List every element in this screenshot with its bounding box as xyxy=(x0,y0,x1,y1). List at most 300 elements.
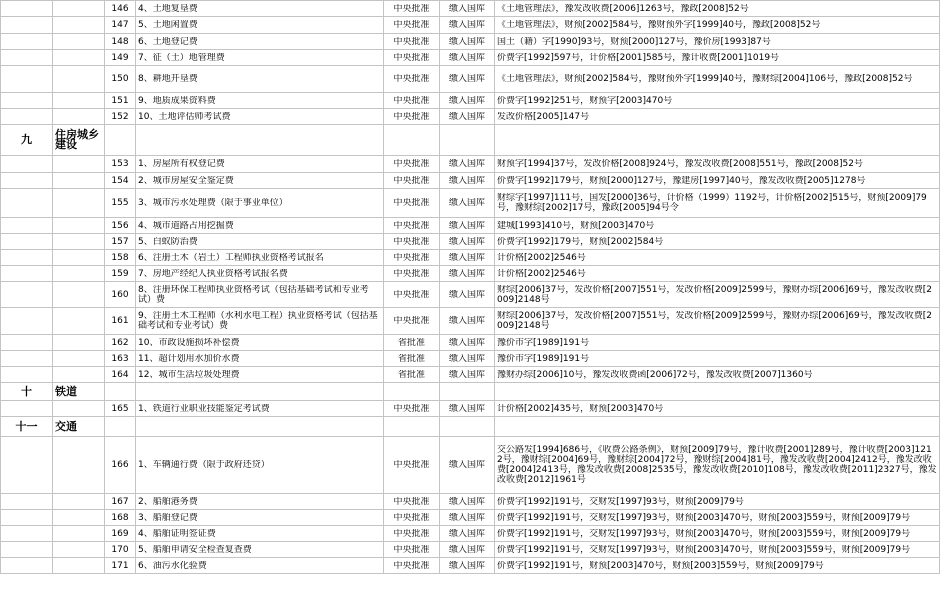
policy-basis xyxy=(495,510,940,526)
approval-authority-text: 中央批准 xyxy=(393,20,430,30)
approval-authority-text: 中央批准 xyxy=(393,512,430,523)
item-number-text: 155 xyxy=(111,198,129,208)
approval-authority xyxy=(384,335,440,351)
empty-cell xyxy=(53,510,105,526)
policy-basis xyxy=(495,189,940,218)
empty-cell xyxy=(1,34,53,50)
approval-authority-text: 中央批准 xyxy=(393,220,430,231)
fee-name xyxy=(136,156,384,173)
table-row xyxy=(1,367,940,383)
fee-name-text: 1、车辆通行费（限于政府还贷） xyxy=(138,460,270,470)
table-row xyxy=(1,558,940,574)
policy-basis xyxy=(495,250,940,266)
fee-name-text: 8、耕地开垦费 xyxy=(138,74,198,84)
empty-cell xyxy=(440,125,495,156)
fee-name-text: 1、铁道行业职业技能鉴定考试费 xyxy=(138,403,270,414)
item-number xyxy=(105,250,136,266)
approval-authority xyxy=(384,34,440,50)
fee-name-text: 6、土地登记费 xyxy=(138,36,198,47)
empty-cell xyxy=(53,494,105,510)
item-number-text: 164 xyxy=(111,369,129,380)
approval-authority-text: 中央批准 xyxy=(393,460,430,470)
fund-destination-text: 缴入国库 xyxy=(448,460,485,470)
section-header-row xyxy=(1,383,940,401)
fund-destination xyxy=(440,351,495,367)
approval-authority xyxy=(384,17,440,34)
item-number-text: 169 xyxy=(111,528,129,539)
item-number xyxy=(105,17,136,34)
empty-cell xyxy=(1,156,53,173)
policy-basis-text: 财预字[1994]37号，发改价格[2008]924号，豫发改收费[2008]551号，豫政[2008]52号 xyxy=(497,159,863,169)
section-number: 九 xyxy=(1,125,53,156)
policy-basis-text: 价费字[1992]191号，财预[2003]470号，财预[2003]559号，财预[2009]79号 xyxy=(497,560,824,571)
fund-destination xyxy=(440,282,495,308)
fee-name-text: 1、房屋所有权登记费 xyxy=(138,159,225,169)
table-row xyxy=(1,66,940,93)
empty-cell xyxy=(1,1,53,17)
fee-name-text: 9、地质成果资料费 xyxy=(138,95,216,106)
section-header-row xyxy=(1,417,940,437)
approval-authority xyxy=(384,109,440,125)
policy-basis-text: 《土地管理法》，财预[2002]584号，豫财预外字[1999]40号，豫政[2008]52号 xyxy=(497,20,821,30)
empty-cell xyxy=(1,173,53,189)
empty-cell xyxy=(384,125,440,156)
empty-cell xyxy=(53,526,105,542)
fee-name xyxy=(136,234,384,250)
item-number-text: 171 xyxy=(111,560,129,571)
empty-cell xyxy=(53,34,105,50)
fund-destination xyxy=(440,93,495,109)
empty-cell xyxy=(1,335,53,351)
empty-cell xyxy=(53,250,105,266)
table-row xyxy=(1,335,940,351)
section-title: 住房城乡建设 xyxy=(53,125,105,156)
policy-basis xyxy=(495,50,940,66)
fee-name xyxy=(136,109,384,125)
empty-cell xyxy=(495,383,940,401)
item-number xyxy=(105,93,136,109)
item-number-text: 150 xyxy=(111,74,129,84)
fund-destination xyxy=(440,510,495,526)
fund-destination xyxy=(440,156,495,173)
approval-authority xyxy=(384,1,440,17)
table-row xyxy=(1,401,940,417)
policy-basis-text: 价费字[1992]251号，财预字[2003]470号 xyxy=(497,95,673,106)
item-number-text: 159 xyxy=(111,268,129,279)
fund-destination-text: 缴入国库 xyxy=(448,74,485,84)
policy-basis xyxy=(495,494,940,510)
fee-name-text: 11、超计划用水加价水费 xyxy=(138,353,240,364)
fee-name xyxy=(136,189,384,218)
empty-cell xyxy=(1,367,53,383)
table-row xyxy=(1,50,940,66)
fund-destination xyxy=(440,401,495,417)
fee-name-text: 3、城市污水处理费（限于事业单位） xyxy=(138,198,288,208)
item-number xyxy=(105,173,136,189)
approval-authority xyxy=(384,558,440,574)
fund-destination-text: 缴入国库 xyxy=(448,52,485,63)
empty-cell xyxy=(1,542,53,558)
approval-authority xyxy=(384,351,440,367)
approval-authority-text: 中央批准 xyxy=(393,52,430,63)
fund-destination-text: 缴入国库 xyxy=(448,512,485,523)
empty-cell xyxy=(53,266,105,282)
item-number-text: 157 xyxy=(111,236,129,247)
empty-cell xyxy=(53,558,105,574)
fee-name xyxy=(136,93,384,109)
approval-authority xyxy=(384,250,440,266)
fund-destination-text: 缴入国库 xyxy=(448,20,485,30)
fund-destination-text: 缴入国库 xyxy=(448,337,485,348)
fee-name xyxy=(136,266,384,282)
table-row xyxy=(1,156,940,173)
section-title: 铁道 xyxy=(53,383,105,401)
fee-name-text: 10、市政设施损坏补偿费 xyxy=(138,337,240,348)
empty-cell xyxy=(1,189,53,218)
policy-basis xyxy=(495,401,940,417)
approval-authority xyxy=(384,218,440,234)
table-row xyxy=(1,173,940,189)
policy-basis xyxy=(495,173,940,189)
fund-destination xyxy=(440,494,495,510)
fee-name-text: 6、注册土木（岩土）工程师执业资格考试报名 xyxy=(138,252,324,263)
approval-authority-text: 中央批准 xyxy=(393,111,430,122)
fee-name xyxy=(136,1,384,17)
fee-name xyxy=(136,218,384,234)
fee-name xyxy=(136,335,384,351)
item-number xyxy=(105,351,136,367)
policy-basis-text: 《土地管理法》，财预[2002]584号，豫财预外字[1999]40号，豫财综[2004]106号，豫政[2008]52号 xyxy=(497,74,913,84)
policy-basis-text: 价费字[1992]191号，交财发[1997]93号，财预[2003]470号，财预[2003]559号，财预[2009]79号 xyxy=(497,544,911,555)
empty-cell xyxy=(1,234,53,250)
empty-cell xyxy=(384,383,440,401)
fund-destination-text: 缴入国库 xyxy=(448,560,485,571)
approval-authority-text: 中央批准 xyxy=(393,289,430,300)
item-number xyxy=(105,308,136,335)
policy-basis-text: 计价格[2002]435号，财预[2003]470号 xyxy=(497,403,664,414)
fund-destination-text: 缴入国库 xyxy=(448,236,485,247)
fund-destination-text: 缴入国库 xyxy=(448,403,485,414)
item-number xyxy=(105,335,136,351)
fund-destination xyxy=(440,335,495,351)
fund-destination-text: 缴入国库 xyxy=(448,353,485,364)
empty-cell xyxy=(53,367,105,383)
table-row xyxy=(1,494,940,510)
item-number-text: 158 xyxy=(111,252,129,263)
empty-cell xyxy=(105,125,136,156)
approval-authority-text: 中央批准 xyxy=(393,159,430,169)
table-row xyxy=(1,17,940,34)
policy-basis-text: 计价格[2002]2546号 xyxy=(497,268,586,279)
table-row xyxy=(1,266,940,282)
policy-basis-text: 价费字[1992]179号，财预[2002]584号 xyxy=(497,236,664,247)
policy-basis-text: 财综[2006]37号，发改价格[2007]551号，发改价格[2009]2599号，豫财办综[2006]69号，豫发改收费[2009]2148号 xyxy=(497,284,932,305)
empty-cell xyxy=(495,125,940,156)
item-number xyxy=(105,401,136,417)
policy-basis-text: 价费字[1992]597号，计价格[2001]585号，豫计收费[2001]1019号 xyxy=(497,52,780,63)
approval-authority-text: 中央批准 xyxy=(393,403,430,414)
empty-cell xyxy=(1,218,53,234)
empty-cell xyxy=(53,156,105,173)
policy-basis-text: 计价格[2002]2546号 xyxy=(497,252,586,263)
fee-name-text: 4、城市道路占用挖掘费 xyxy=(138,220,234,231)
table-row xyxy=(1,510,940,526)
fee-name xyxy=(136,308,384,335)
policy-basis xyxy=(495,367,940,383)
fund-destination xyxy=(440,17,495,34)
fund-destination xyxy=(440,250,495,266)
item-number-text: 151 xyxy=(111,95,129,106)
approval-authority xyxy=(384,189,440,218)
approval-authority-text: 中央批准 xyxy=(393,95,430,106)
fee-name-text: 2、船舶港务费 xyxy=(138,496,198,507)
fee-name xyxy=(136,367,384,383)
empty-cell xyxy=(1,351,53,367)
empty-cell xyxy=(53,189,105,218)
policy-basis-text: 建城[1993]410号，财预[2003]470号 xyxy=(497,220,655,231)
table-row xyxy=(1,93,940,109)
item-number-text: 149 xyxy=(111,52,129,63)
fee-name xyxy=(136,173,384,189)
fee-name-text: 3、船舶登记费 xyxy=(138,512,198,523)
fee-name-text: 5、船舶申请安全检查复查费 xyxy=(138,544,252,555)
approval-authority xyxy=(384,526,440,542)
item-number xyxy=(105,510,136,526)
section-number: 十 xyxy=(1,383,53,401)
fee-name xyxy=(136,34,384,50)
fund-destination xyxy=(440,189,495,218)
fee-name-text: 6、油污水化验费 xyxy=(138,560,207,571)
fund-destination-text: 缴入国库 xyxy=(448,175,485,186)
fee-name-text: 5、土地闲置费 xyxy=(138,20,198,30)
item-number-text: 146 xyxy=(111,3,129,14)
fund-destination xyxy=(440,266,495,282)
empty-cell xyxy=(136,383,384,401)
empty-cell xyxy=(53,234,105,250)
empty-cell xyxy=(384,417,440,437)
fund-destination-text: 缴入国库 xyxy=(448,36,485,47)
empty-cell xyxy=(53,109,105,125)
fund-destination-text: 缴入国库 xyxy=(448,159,485,169)
item-number-text: 166 xyxy=(111,460,129,470)
fund-destination-text: 缴入国库 xyxy=(448,528,485,539)
fund-destination xyxy=(440,34,495,50)
fee-name-text: 12、城市生活垃圾处理费 xyxy=(138,369,240,380)
item-number xyxy=(105,1,136,17)
item-number xyxy=(105,282,136,308)
approval-authority-text: 中央批准 xyxy=(393,268,430,279)
empty-cell xyxy=(1,558,53,574)
approval-authority xyxy=(384,401,440,417)
empty-cell xyxy=(53,351,105,367)
policy-basis xyxy=(495,156,940,173)
approval-authority-text: 中央批准 xyxy=(393,560,430,571)
approval-authority xyxy=(384,156,440,173)
fund-destination xyxy=(440,542,495,558)
approval-authority-text: 中央批准 xyxy=(393,252,430,263)
empty-cell xyxy=(136,125,384,156)
policy-basis-text: 价费字[1992]191号，交财发[1997]93号，财预[2003]470号，财预[2003]559号，财预[2009]79号 xyxy=(497,512,911,523)
table-row xyxy=(1,234,940,250)
policy-basis-text: 国土（籍）字[1990]93号，财预[2000]127号，豫价房[1993]87号 xyxy=(497,36,771,47)
fee-name xyxy=(136,351,384,367)
empty-cell xyxy=(1,437,53,494)
empty-cell xyxy=(1,494,53,510)
policy-basis xyxy=(495,1,940,17)
table-row xyxy=(1,250,940,266)
policy-basis xyxy=(495,34,940,50)
policy-basis xyxy=(495,437,940,494)
approval-authority-text: 中央批准 xyxy=(393,3,430,14)
policy-basis xyxy=(495,218,940,234)
table-row xyxy=(1,308,940,335)
fund-destination-text: 缴入国库 xyxy=(448,3,485,14)
empty-cell xyxy=(440,417,495,437)
empty-cell xyxy=(105,383,136,401)
section-header-row xyxy=(1,125,940,156)
policy-basis-text: 交公路发[1994]686号，《收费公路条例》，财预[2009]79号，豫计收费[2001]289号，豫计收费[2003]1212号，豫财综[2004]69号，豫财综[2004]72号，豫财综[2004]81号，豫发改收费[2004]2412号，豫发改收费[2004]2413号，豫发改收费[2008]2535号，豫发改收费[2010]108号，豫发改收费[2011]2327号，豫发改收费[2012]1961号 xyxy=(497,445,937,485)
item-number-text: 153 xyxy=(111,159,129,169)
policy-basis-text: 豫财办综[2006]10号，豫发改收费函[2006]72号，豫发改收费[2007]1360号 xyxy=(497,369,813,380)
policy-basis-text: 豫价市字[1989]191号 xyxy=(497,353,590,364)
item-number-text: 163 xyxy=(111,353,129,364)
fund-destination xyxy=(440,50,495,66)
approval-authority xyxy=(384,50,440,66)
approval-authority xyxy=(384,282,440,308)
approval-authority-text: 中央批准 xyxy=(393,316,430,326)
policy-basis xyxy=(495,351,940,367)
table-row xyxy=(1,1,940,17)
fee-name-text: 9、注册土木工程师（水利水电工程）执业资格考试（包括基础考试和专业考试）费 xyxy=(138,311,378,331)
fund-destination-text: 缴入国库 xyxy=(448,268,485,279)
empty-cell xyxy=(136,417,384,437)
empty-cell xyxy=(1,109,53,125)
table-row xyxy=(1,109,940,125)
policy-basis-text: 豫价市字[1989]191号 xyxy=(497,337,590,348)
empty-cell xyxy=(1,50,53,66)
approval-authority xyxy=(384,510,440,526)
approval-authority-text: 中央批准 xyxy=(393,198,430,208)
fund-destination xyxy=(440,558,495,574)
fee-name xyxy=(136,558,384,574)
item-number xyxy=(105,66,136,93)
empty-cell xyxy=(1,266,53,282)
empty-cell xyxy=(53,93,105,109)
policy-basis xyxy=(495,526,940,542)
approval-authority-text: 中央批准 xyxy=(393,175,430,186)
item-number xyxy=(105,156,136,173)
fund-destination-text: 缴入国库 xyxy=(448,220,485,231)
fund-destination xyxy=(440,109,495,125)
empty-cell xyxy=(53,1,105,17)
table-row xyxy=(1,282,940,308)
item-number xyxy=(105,189,136,218)
policy-basis xyxy=(495,66,940,93)
fee-name-text: 8、注册环保工程师执业资格考试（包括基础考试和专业考试）费 xyxy=(138,284,369,305)
fund-destination xyxy=(440,308,495,335)
empty-cell xyxy=(53,66,105,93)
approval-authority xyxy=(384,93,440,109)
item-number-text: 165 xyxy=(111,403,129,414)
fund-destination xyxy=(440,526,495,542)
item-number xyxy=(105,542,136,558)
approval-authority-text: 中央批准 xyxy=(393,236,430,247)
empty-cell xyxy=(53,282,105,308)
item-number-text: 167 xyxy=(111,496,129,507)
item-number-text: 147 xyxy=(111,20,129,30)
approval-authority xyxy=(384,234,440,250)
empty-cell xyxy=(1,308,53,335)
empty-cell xyxy=(1,282,53,308)
empty-cell xyxy=(53,50,105,66)
approval-authority xyxy=(384,173,440,189)
fee-name xyxy=(136,542,384,558)
item-number-text: 161 xyxy=(111,316,129,326)
approval-authority xyxy=(384,367,440,383)
policy-basis xyxy=(495,558,940,574)
fund-destination xyxy=(440,1,495,17)
approval-authority xyxy=(384,266,440,282)
fund-destination xyxy=(440,218,495,234)
item-number-text: 156 xyxy=(111,220,129,231)
table-row xyxy=(1,526,940,542)
item-number-text: 154 xyxy=(111,175,129,186)
fee-name xyxy=(136,526,384,542)
fee-name xyxy=(136,401,384,417)
empty-cell xyxy=(53,437,105,494)
empty-cell xyxy=(1,17,53,34)
approval-authority xyxy=(384,437,440,494)
empty-cell xyxy=(53,173,105,189)
fund-destination xyxy=(440,66,495,93)
policy-basis-text: 价费字[1992]191号，交财发[1997]93号，财预[2003]470号，财预[2003]559号，财预[2009]79号 xyxy=(497,528,911,539)
item-number-text: 162 xyxy=(111,337,129,348)
empty-cell xyxy=(53,308,105,335)
item-number-text: 168 xyxy=(111,512,129,523)
empty-cell xyxy=(53,542,105,558)
fund-destination xyxy=(440,173,495,189)
approval-authority-text: 中央批准 xyxy=(393,36,430,47)
fee-name-text: 5、白蚁防治费 xyxy=(138,236,198,247)
empty-cell xyxy=(53,17,105,34)
item-number xyxy=(105,234,136,250)
empty-cell xyxy=(53,335,105,351)
policy-basis-text: 发改价格[2005]147号 xyxy=(497,111,590,122)
fee-name xyxy=(136,17,384,34)
item-number xyxy=(105,367,136,383)
section-title: 交通 xyxy=(53,417,105,437)
item-number-text: 170 xyxy=(111,544,129,555)
fund-destination xyxy=(440,437,495,494)
empty-cell xyxy=(1,401,53,417)
policy-basis xyxy=(495,308,940,335)
item-number xyxy=(105,437,136,494)
approval-authority xyxy=(384,308,440,335)
approval-authority-text: 中央批准 xyxy=(393,74,430,84)
fund-destination xyxy=(440,367,495,383)
empty-cell xyxy=(1,526,53,542)
table-row xyxy=(1,218,940,234)
approval-authority-text: 中央批准 xyxy=(393,528,430,539)
policy-basis xyxy=(495,17,940,34)
table-row xyxy=(1,351,940,367)
item-number xyxy=(105,558,136,574)
fund-destination-text: 缴入国库 xyxy=(448,496,485,507)
fee-name-text: 2、城市房屋安全鉴定费 xyxy=(138,175,234,186)
table-row xyxy=(1,542,940,558)
approval-authority-text: 省批准 xyxy=(397,337,425,348)
fee-name xyxy=(136,250,384,266)
